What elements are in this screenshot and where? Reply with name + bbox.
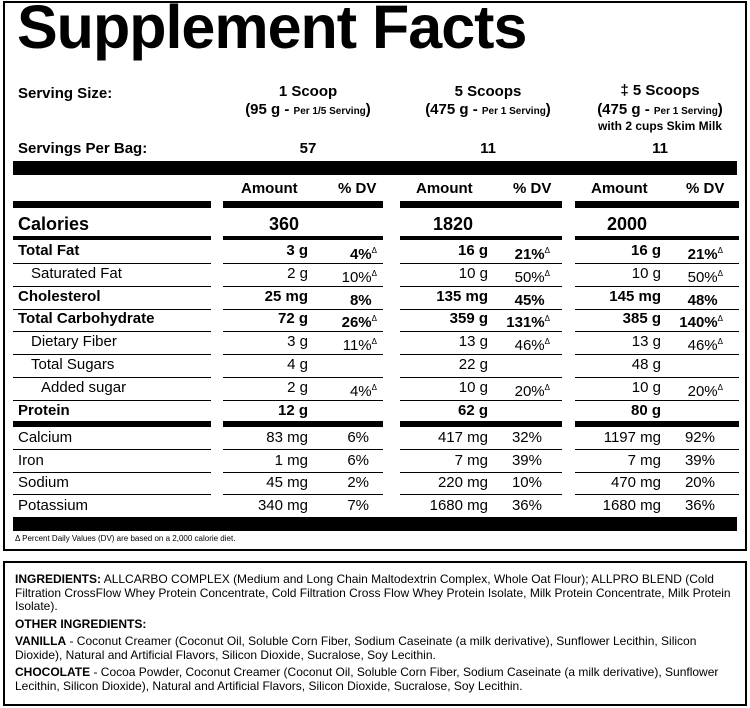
- mineral-dv: 32%: [511, 429, 542, 446]
- nutrient-dv: [506, 310, 550, 331]
- nutrient-dv: [342, 265, 377, 286]
- nutrient-amount: 62 g: [457, 401, 488, 419]
- nutrient-amount: 385 g: [622, 310, 661, 328]
- mineral-dv: 20%: [684, 474, 715, 491]
- calories-label: Calories: [18, 214, 90, 234]
- delta-mark: Δ: [544, 337, 550, 347]
- mineral-name: Iron: [18, 451, 44, 469]
- mineral-amount: 83 mg: [266, 429, 308, 446]
- mineral-divider-col-3-1: [575, 472, 739, 473]
- delta-mark: Δ: [544, 314, 550, 324]
- nutrient-amount: 135 mg: [436, 287, 488, 305]
- mineral-amount: 45 mg: [266, 474, 308, 491]
- nutrient-dv-value: 11%: [342, 337, 372, 355]
- mineral-divider-col-3-0: [575, 449, 739, 450]
- mineral-dv: 36%: [511, 496, 542, 514]
- vanilla-text: - Coconut Creamer (Coconut Oil, Soluble Corn Fiber, Sodium Caseinate (a milk derivative), Sunflower Lecithin, Silicon Dioxide), Natural and Artificial Flavors, Silicon Dioxide, Sucralose, Soy Lecithin.: [15, 634, 697, 662]
- nutrient-name: Total Carbohydrate: [18, 310, 155, 328]
- dv-header-2: % DV: [513, 180, 552, 197]
- vanilla-label: VANILLA: [15, 634, 67, 648]
- chocolate-text: - Cocoa Powder, Coconut Creamer (Coconut Oil, Soluble Corn Fiber, Sodium Caseinate (a milk derivative), Sunflower Lecithin, Silicon Dioxide), Natural and Artificial Flavors, Silicon Dioxide, Sucralose, Soy Lecithin.: [15, 665, 719, 693]
- nutrient-name: Total Sugars: [31, 356, 115, 373]
- serving-extra-3: with 2 cups Skim Milk: [597, 119, 723, 133]
- delta-mark: Δ: [717, 268, 723, 278]
- nutrient-dv-value: 4%: [349, 382, 372, 400]
- calories-rule-label-col: [13, 236, 211, 240]
- ingredients-panel: [3, 561, 747, 706]
- nutrient-name: Dietary Fiber: [31, 333, 117, 351]
- mineral-dv: 2%: [347, 474, 369, 491]
- nutrient-amount: 10 g: [631, 378, 661, 396]
- thick-rule-top: [13, 161, 737, 175]
- delta-mark: Δ: [717, 314, 723, 324]
- nutrient-amount: 80 g: [630, 401, 661, 419]
- nutrient-name: Total Fat: [18, 242, 80, 259]
- mineral-amount: 1197 mg: [603, 429, 661, 446]
- mineral-divider-col-3-2: [575, 494, 739, 495]
- nutrient-amount: 2 g: [287, 264, 308, 282]
- calories-col-1: 360: [269, 214, 300, 234]
- nutrient-amount: 48 g: [631, 356, 661, 373]
- mineral-name: Calcium: [18, 429, 73, 446]
- chocolate-paragraph: [15, 666, 735, 693]
- nutrient-dv: [688, 288, 723, 309]
- nutrient-amount: 13 g: [631, 333, 661, 351]
- delta-mark: Δ: [544, 268, 550, 278]
- protein-rule-col-2: [400, 421, 562, 427]
- nutrient-amount: 10 g: [458, 378, 488, 396]
- mineral-divider-col-2-1: [400, 472, 562, 473]
- servings-col-1: 57: [299, 140, 317, 157]
- vanilla-paragraph: [15, 635, 735, 662]
- mineral-divider-label-1: [13, 472, 211, 473]
- delta-mark: Δ: [371, 337, 377, 347]
- amount-header-3: Amount: [591, 180, 648, 197]
- mineral-dv: 92%: [684, 429, 715, 446]
- mineral-amount: 1 mg: [274, 451, 308, 469]
- nutrient-dv: [718, 402, 723, 423]
- mineral-divider-col-1-2: [223, 494, 383, 495]
- nutrient-dv: [718, 356, 723, 377]
- nutrient-dv: [688, 242, 723, 263]
- nutrient-amount: 359 g: [449, 310, 488, 328]
- mineral-dv: 6%: [347, 429, 369, 446]
- medium-rule-col-1: [223, 201, 383, 208]
- nutrient-dv: [350, 242, 377, 263]
- medium-rule-col-3: [575, 201, 739, 208]
- nutrient-dv-value: 26%: [341, 314, 372, 332]
- nutrient-dv: [515, 333, 550, 354]
- calories-rule-col-2: [400, 236, 562, 240]
- nutrient-dv: [545, 402, 550, 423]
- delta-mark: Δ: [717, 382, 723, 392]
- mineral-divider-col-1-0: [223, 449, 383, 450]
- delta-mark: Δ: [371, 268, 377, 278]
- nutrient-dv: [515, 265, 550, 286]
- mineral-dv: 6%: [347, 451, 369, 469]
- nutrient-dv-value: 140%: [679, 314, 718, 332]
- protein-rule-label-col: [13, 421, 211, 427]
- nutrient-amount: 16 g: [630, 242, 661, 259]
- nutrient-dv-value: 8%: [349, 291, 372, 309]
- amount-header-2: Amount: [416, 180, 473, 197]
- serving-main-3: ‡ 5 Scoops: [620, 82, 700, 99]
- nutrient-dv: [679, 310, 723, 331]
- mineral-amount: 7 mg: [454, 451, 488, 469]
- nutrient-dv-value: 20%: [514, 382, 545, 400]
- mineral-name: Potassium: [18, 496, 89, 514]
- nutrient-dv-value: 21%: [514, 246, 545, 263]
- dv-header-1: % DV: [338, 180, 377, 197]
- nutrient-amount: 13 g: [458, 333, 488, 351]
- nutrient-dv-value: 21%: [687, 246, 718, 263]
- nutrient-dv-value: 10%: [341, 268, 372, 286]
- medium-rule-col-2: [400, 201, 562, 208]
- mineral-amount: 1680 mg: [602, 496, 661, 514]
- mineral-amount: 220 mg: [437, 474, 488, 491]
- mineral-dv: 39%: [684, 451, 715, 469]
- nutrient-amount: 72 g: [277, 310, 308, 328]
- nutrient-amount: 145 mg: [609, 287, 661, 305]
- mineral-dv: 39%: [511, 451, 542, 469]
- mineral-amount: 417 mg: [437, 429, 488, 446]
- mineral-dv: 7%: [347, 496, 369, 514]
- mineral-divider-col-2-2: [400, 494, 562, 495]
- chocolate-label: CHOCOLATE: [15, 665, 91, 679]
- nutrient-amount: 4 g: [287, 356, 308, 373]
- nutrient-name: Cholesterol: [18, 287, 101, 305]
- nutrient-dv: [342, 310, 377, 331]
- nutrient-amount: 22 g: [458, 356, 488, 373]
- serving-size-label: Serving Size:: [18, 85, 113, 102]
- delta-mark: Δ: [371, 382, 377, 392]
- nutrient-dv-value: 50%: [687, 268, 718, 286]
- nutrient-dv: [343, 333, 377, 354]
- other-ingredients-label: OTHER INGREDIENTS:: [15, 616, 147, 631]
- nutrient-dv: [688, 379, 723, 400]
- delta-mark: Δ: [717, 337, 723, 347]
- serving-detail-1: (95 g - Per 1/5 Serving): [245, 101, 371, 118]
- delta-mark: Δ: [371, 246, 377, 255]
- nutrient-amount: 12 g: [277, 401, 308, 419]
- nutrient-dv: [515, 242, 550, 263]
- nutrient-dv: [350, 379, 377, 400]
- mineral-amount: 1680 mg: [429, 496, 488, 514]
- nutrient-amount: 10 g: [458, 264, 488, 282]
- mineral-dv: 10%: [511, 474, 542, 491]
- nutrient-amount: 3 g: [286, 242, 308, 259]
- nutrient-dv: [545, 356, 550, 377]
- mineral-divider-col-1-1: [223, 472, 383, 473]
- nutrient-amount: 10 g: [631, 264, 661, 282]
- nutrient-dv: [350, 288, 377, 309]
- nutrient-amount: 3 g: [287, 333, 308, 351]
- delta-mark: Δ: [717, 246, 723, 255]
- thick-rule-bottom: [13, 517, 737, 531]
- nutrient-dv: [515, 288, 550, 309]
- nutrient-dv: [515, 379, 550, 400]
- mineral-divider-label-2: [13, 494, 211, 495]
- nutrient-dv-value: 4%: [349, 246, 372, 263]
- delta-mark: Δ: [544, 382, 550, 392]
- dv-header-3: % DV: [686, 180, 725, 197]
- calories-col-2: 1820: [433, 214, 474, 234]
- protein-rule-col-1: [223, 421, 383, 427]
- nutrient-name: Added sugar: [41, 378, 127, 396]
- supplement-facts-panel: [3, 1, 747, 551]
- serving-main-1: 1 Scoop: [278, 83, 338, 100]
- nutrient-name: Protein: [18, 401, 70, 419]
- nutrient-name: Saturated Fat: [31, 264, 122, 282]
- protein-rule-col-3: [575, 421, 739, 427]
- nutrient-dv-value: 48%: [687, 291, 718, 309]
- mineral-dv: 36%: [684, 496, 715, 514]
- servings-col-2: 11: [480, 140, 496, 157]
- serving-detail-3: (475 g - Per 1 Serving): [597, 101, 723, 118]
- serving-main-2: 5 Scoops: [454, 83, 522, 100]
- calories-rule-col-3: [575, 236, 739, 240]
- ingredients-text: ALLCARBO COMPLEX (Medium and Long Chain Maltodextrin Complex, Whole Oat Flour); ALLPRO BLEND (Cold Filtration CrossFlow Whey Protein Concentrate, Cold Filtration Cross Flow Whey Protein Isolate, Milk Protein Concentrate, Milk Protein Isolate).: [15, 572, 731, 613]
- nutrient-dv-value: 46%: [687, 337, 718, 355]
- delta-mark: Δ: [544, 246, 550, 255]
- mineral-name: Sodium: [18, 474, 69, 491]
- panel-title: Supplement Facts: [17, 0, 527, 61]
- nutrient-amount: 2 g: [287, 378, 308, 396]
- ingredients-paragraph: [15, 573, 735, 614]
- mineral-divider-label-0: [13, 449, 211, 450]
- nutrient-dv-value: 45%: [514, 291, 545, 309]
- mineral-amount: 470 mg: [610, 474, 661, 491]
- nutrient-dv-value: 46%: [514, 337, 545, 355]
- nutrient-dv-value: 131%: [506, 314, 545, 332]
- nutrient-dv: [688, 265, 723, 286]
- nutrient-dv: [372, 356, 377, 377]
- nutrient-amount: 16 g: [457, 242, 488, 259]
- nutrient-dv-value: 20%: [687, 382, 718, 400]
- mineral-divider-col-2-0: [400, 449, 562, 450]
- calories-rule-col-1: [223, 236, 383, 240]
- medium-rule-label-col: [13, 201, 211, 208]
- nutrient-dv: [372, 402, 377, 423]
- mineral-amount: 7 mg: [627, 451, 661, 469]
- calories-col-3: 2000: [607, 214, 648, 234]
- servings-col-3: 11: [652, 140, 668, 157]
- delta-mark: Δ: [371, 314, 377, 324]
- nutrient-dv-value: 50%: [514, 268, 545, 286]
- serving-detail-2: (475 g - Per 1 Serving): [425, 101, 551, 118]
- daily-value-footnote: Δ Percent Daily Values (DV) are based on a 2,000 calorie diet.: [15, 534, 236, 543]
- mineral-amount: 340 mg: [257, 496, 308, 514]
- ingredients-label: INGREDIENTS:: [15, 572, 102, 586]
- nutrient-dv: [688, 333, 723, 354]
- amount-header-1: Amount: [241, 180, 298, 197]
- servings-per-bag-label: Servings Per Bag:: [18, 140, 148, 157]
- nutrient-amount: 25 mg: [264, 287, 308, 305]
